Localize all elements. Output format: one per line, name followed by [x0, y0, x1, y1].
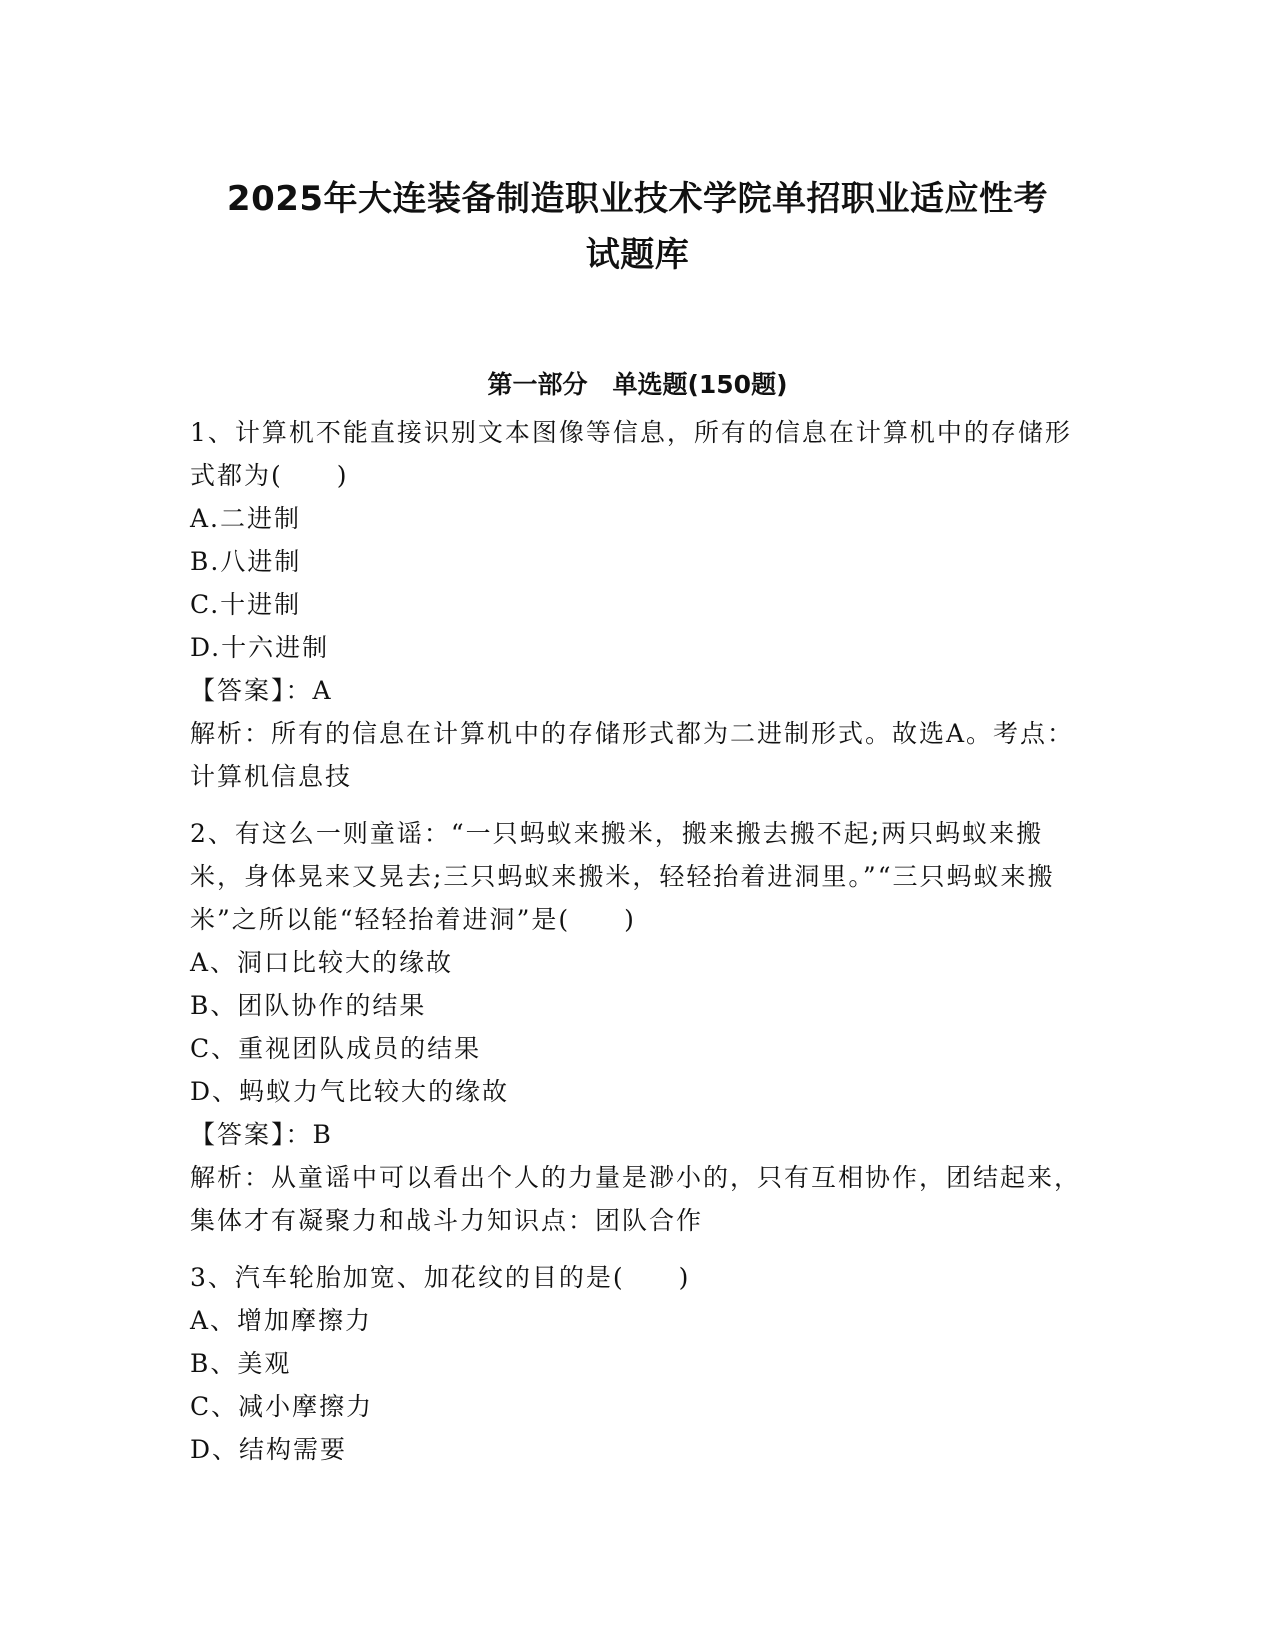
question-answer: 【答案】：B [190, 1120, 333, 1149]
question-option-b: B.八进制 [190, 547, 302, 576]
question-option-b: B、团队协作的结果 [190, 991, 427, 1020]
document-title-line-2: 试题库 [585, 234, 690, 275]
question-3 [190, 1256, 1090, 1471]
question-explanation: 解析：从童谣中可以看出个人的力量是渺小的，只有互相协作，团结起来，集体才有凝聚力和战斗力知识点：团队合作 [190, 1163, 1082, 1235]
question-explanation: 解析：所有的信息在计算机中的存储形式都为二进制形式。故选A。考点：计算机信息技 [190, 719, 1075, 791]
section-heading: 第一部分 单选题(150题) [487, 369, 788, 399]
question-option-d: D、蚂蚁力气比较大的缘故 [190, 1077, 510, 1106]
question-stem: 2、有这么一则童谣：“一只蚂蚁来搬米，搬来搬去搬不起;两只蚂蚁来搬米，身体晃来又晃去;三只蚂蚁来搬米，轻轻抬着进洞里。”“三只蚂蚁来搬米”之所以能“轻轻抬着进洞”是( ) [190, 819, 1055, 934]
question-option-c: C、减小摩擦力 [190, 1392, 374, 1421]
question-option-c: C.十进制 [190, 590, 302, 619]
document-title-line-1: 2025年大连装备制造职业技术学院单招职业适应性考 [226, 178, 1049, 219]
question-option-c: C、重视团队成员的结果 [190, 1034, 482, 1063]
question-1 [190, 411, 1090, 798]
question-stem: 3、汽车轮胎加宽、加花纹的目的是( ) [190, 1263, 691, 1292]
question-stem: 1、计算机不能直接识别文本图像等信息，所有的信息在计算机中的存储形式都为( ) [190, 418, 1072, 490]
question-answer: 【答案】：A [190, 676, 333, 705]
document-title [150, 171, 1125, 283]
question-option-a: A、增加摩擦力 [190, 1306, 373, 1335]
question-option-b: B、美观 [190, 1349, 292, 1378]
question-option-d: D.十六进制 [190, 633, 330, 662]
question-2 [190, 812, 1090, 1242]
question-option-a: A.二进制 [190, 504, 302, 533]
question-option-a: A、洞口比较大的缘故 [190, 948, 454, 977]
question-list [190, 411, 1090, 1485]
question-option-d: D、结构需要 [190, 1435, 348, 1464]
